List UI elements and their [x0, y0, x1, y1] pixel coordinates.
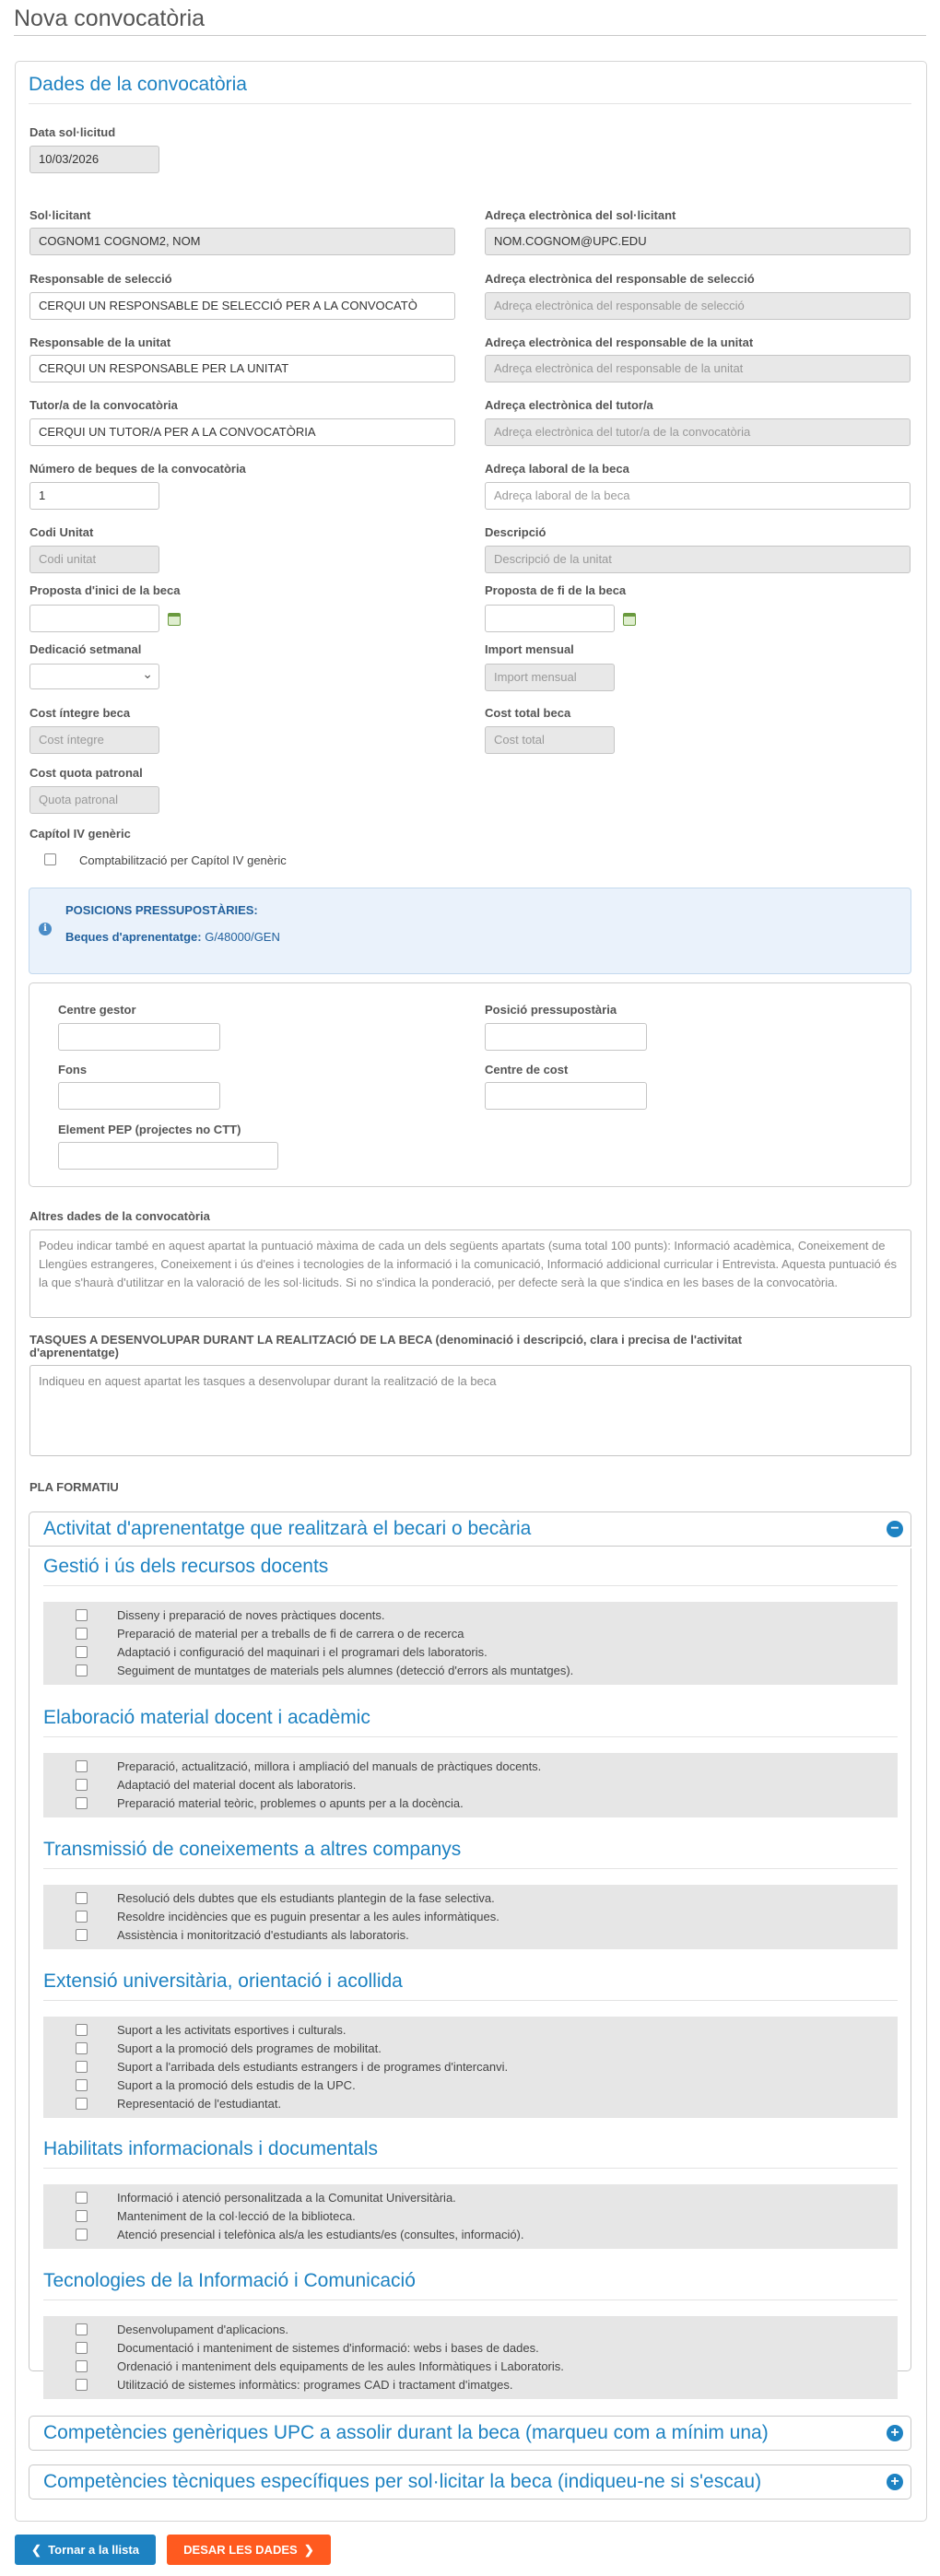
activity-checkbox[interactable] — [76, 2210, 88, 2222]
group-divider — [43, 1585, 898, 1586]
group-divider — [43, 2000, 898, 2001]
activity-checkbox[interactable] — [76, 2360, 88, 2372]
altres-textarea[interactable]: Podeu indicar també en aquest apartat la puntuació màxima de cada un dels següents apartats (suma total 100 punts): Informació acadèmica, Coneixement de Llengües estrangeres, Coneixement i ús d'eines i tecnologies de la informació i la comunicació, Informació addicional curricular i Entrevista. Aquesta puntuació és la que s'haurà d'utilitzar en la valoració de les sol·licituds. Si no s'indica la ponderació, per defecte serà la que s'indica en les bases de la convocatòria. — [29, 1229, 911, 1318]
capitol-checkbox-label: Comptabilització per Capítol IV genèric — [79, 853, 287, 867]
back-button-label: Tornar a la llista — [48, 2543, 139, 2557]
activity-checkbox[interactable] — [76, 2098, 88, 2110]
centre-gestor-label: Centre gestor — [58, 1003, 136, 1017]
posicions-info-box — [29, 888, 911, 974]
back-to-list-button[interactable] — [15, 2535, 156, 2565]
activity-item-label: Documentació i manteniment de sistemes d'informació: webs i bases de dades. — [117, 2341, 539, 2355]
activity-checkbox[interactable] — [76, 1779, 88, 1791]
tutor-input[interactable]: CERQUI UN TUTOR/A PER A LA CONVOCATÒRIA — [29, 418, 455, 446]
fons-label: Fons — [58, 1063, 88, 1076]
activity-item-label: Utilització de sistemes informàtics: programes CAD i tractament d'imatges. — [117, 2378, 513, 2392]
activity-checkbox[interactable] — [76, 1929, 88, 1941]
activity-item-label: Informació i atenció personalitzada a la Comunitat Universitària. — [117, 2191, 456, 2205]
accordion-tecniques-title: Competències tècniques específiques per sol·licitar la beca (indiqueu-ne si s'escau) — [43, 2471, 762, 2492]
activity-item-label: Preparació de material per a treballs de fi de carrera o de recerca — [117, 1627, 464, 1641]
activity-checkbox[interactable] — [76, 1797, 88, 1809]
activity-item-label: Resoldre incidències que es puguin presentar a les aules informàtiques. — [117, 1910, 499, 1923]
responsable-seleccio-input[interactable]: CERQUI UN RESPONSABLE DE SELECCIÓ PER A LA CONVOCATÒ — [29, 292, 455, 320]
activity-item-label: Assistència i monitorització d'estudiants als laboratoris. — [117, 1928, 409, 1942]
data-sollicitud-label: Data sol·licitud — [29, 125, 116, 139]
responsable-seleccio-label: Responsable de selecció — [29, 272, 172, 286]
codi-unitat-input[interactable]: Codi unitat — [29, 546, 159, 573]
info-icon: i — [39, 923, 52, 935]
email-tutor-input[interactable]: Adreça electrònica del tutor/a de la convocatòria — [485, 418, 911, 446]
activity-item-label: Disseny i preparació de noves pràctiques docents. — [117, 1608, 385, 1622]
page-title: Nova convocatòria — [14, 6, 206, 31]
activity-checkbox[interactable] — [76, 1646, 88, 1658]
tasques-label-line1: TASQUES A DESENVOLUPAR DURANT LA REALITZACIÓ DE LA BECA (denominació i descripció, clara i precisa de l'activitat — [29, 1333, 743, 1347]
inici-beca-input[interactable] — [29, 605, 159, 632]
beques-aprenentatge-label: Beques d'aprenentatge: — [65, 930, 202, 944]
fi-beca-input[interactable] — [485, 605, 615, 632]
activity-checkbox[interactable] — [76, 2379, 88, 2391]
fi-beca-label: Proposta de fi de la beca — [485, 583, 627, 597]
group-title: Elaboració material docent i acadèmic — [43, 1707, 370, 1728]
activity-checkbox[interactable] — [76, 2042, 88, 2054]
group-title: Tecnologies de la Informació i Comunicació — [43, 2270, 416, 2291]
pla-formatiu-label: PLA FORMATIU — [29, 1480, 119, 1494]
cost-integre-label: Cost íntegre beca — [29, 706, 131, 720]
pep-label: Element PEP (projectes no CTT) — [58, 1123, 241, 1136]
activity-checkbox[interactable] — [76, 2192, 88, 2204]
calendar-icon[interactable] — [168, 613, 181, 626]
email-responsable-seleccio-label: Adreça electrònica del responsable de selecció — [485, 272, 755, 286]
activity-item-label: Adaptació i configuració del maquinari i el programari dels laboratoris. — [117, 1645, 488, 1659]
activity-item-label: Suport a la promoció dels estudis de la UPC. — [117, 2078, 356, 2092]
centre-gestor-input[interactable] — [58, 1023, 220, 1051]
adreca-laboral-input[interactable]: Adreça laboral de la beca — [485, 482, 911, 510]
responsable-unitat-input[interactable]: CERQUI UN RESPONSABLE PER LA UNITAT — [29, 355, 455, 382]
save-button[interactable] — [167, 2535, 331, 2565]
calendar-icon[interactable] — [623, 613, 636, 626]
group-title: Gestió i ús dels recursos docents — [43, 1556, 329, 1577]
capitol-checkbox[interactable] — [44, 853, 56, 865]
tutor-label: Tutor/a de la convocatòria — [29, 398, 178, 412]
group-title: Habilitats informacionals i documentals — [43, 2138, 378, 2159]
section-divider — [29, 103, 911, 104]
email-tutor-label: Adreça electrònica del tutor/a — [485, 398, 653, 412]
activity-checkbox[interactable] — [76, 1911, 88, 1923]
section-title: Dades de la convocatòria — [29, 74, 247, 95]
activity-item-label: Ordenació i manteniment dels equipaments de les aules Informàtiques i Laboratoris. — [117, 2359, 564, 2373]
email-sollicitant-input[interactable]: NOM.COGNOM@UPC.EDU — [485, 228, 911, 255]
cost-quota-label: Cost quota patronal — [29, 766, 143, 780]
group-title: Extensió universitària, orientació i acollida — [43, 1970, 403, 1992]
posicions-heading: POSICIONS PRESSUPOSTÀRIES: — [65, 903, 258, 917]
altres-label: Altres dades de la convocatòria — [29, 1209, 210, 1223]
activity-item-label: Resolució dels dubtes que els estudiants plantegin de la fase selectiva. — [117, 1891, 495, 1905]
activity-item-label: Desenvolupament d'aplicacions. — [117, 2323, 289, 2336]
save-button-label: DESAR LES DADES — [183, 2543, 298, 2557]
chevron-left-icon: ❮ — [31, 2543, 41, 2557]
collapse-icon[interactable]: − — [887, 1521, 903, 1537]
group-divider — [43, 1868, 898, 1869]
title-divider — [14, 35, 926, 36]
activity-item-label: Representació de l'estudiantat. — [117, 2097, 282, 2111]
activity-item-label: Suport a l'arribada dels estudiants estrangers i de programes d'intercanvi. — [117, 2060, 509, 2074]
activity-checkbox[interactable] — [76, 2229, 88, 2241]
cost-quota-input[interactable]: Quota patronal — [29, 786, 159, 814]
activity-item-label: Manteniment de la col·lecció de la biblioteca. — [117, 2209, 356, 2223]
sollicitant-input[interactable]: COGNOM1 COGNOM2, NOM — [29, 228, 455, 255]
activity-checkbox[interactable] — [76, 1664, 88, 1676]
descripcio-label: Descripció — [485, 525, 546, 539]
activity-checkbox[interactable] — [76, 2323, 88, 2335]
accordion-competencies-generiques[interactable] — [29, 2416, 911, 2451]
dedicacio-label: Dedicació setmanal — [29, 642, 142, 656]
activity-item-label: Suport a la promoció dels programes de mobilitat. — [117, 2041, 382, 2055]
capitol-label: Capítol IV genèric — [29, 827, 131, 841]
email-sollicitant-label: Adreça electrònica del sol·licitant — [485, 208, 676, 222]
cost-total-input[interactable]: Cost total — [485, 726, 615, 754]
accordion-activitat-title: Activitat d'aprenentatge que realitzarà el becari o becària — [43, 1518, 532, 1539]
email-responsable-seleccio-input[interactable]: Adreça electrònica del responsable de selecció — [485, 292, 911, 320]
group-divider — [43, 2168, 898, 2169]
email-responsable-unitat-label: Adreça electrònica del responsable de la unitat — [485, 335, 754, 349]
activity-item-label: Preparació material teòric, problemes o apunts per a la docència. — [117, 1796, 464, 1810]
activity-item-label: Adaptació del material docent als laboratoris. — [117, 1778, 357, 1792]
centre-cost-label: Centre de cost — [485, 1063, 569, 1076]
beques-aprenentatge-value: G/48000/GEN — [205, 930, 280, 944]
pep-input[interactable] — [58, 1142, 278, 1170]
cost-integre-input[interactable]: Cost íntegre — [29, 726, 159, 754]
activity-checkbox[interactable] — [76, 2061, 88, 2073]
inici-beca-label: Proposta d'inici de la beca — [29, 583, 181, 597]
group-title: Transmissió de coneixements a altres companys — [43, 1839, 462, 1860]
activity-checkbox[interactable] — [76, 1609, 88, 1621]
import-mensual-input[interactable]: Import mensual — [485, 664, 615, 691]
activity-checkbox[interactable] — [76, 1760, 88, 1772]
responsable-unitat-label: Responsable de la unitat — [29, 335, 171, 349]
import-mensual-label: Import mensual — [485, 642, 574, 656]
posicio-input[interactable] — [485, 1023, 647, 1051]
activity-checkbox[interactable] — [76, 1628, 88, 1640]
activity-item-label: Preparació, actualització, millora i ampliació del manuals de pràctiques docents. — [117, 1759, 542, 1773]
tasques-textarea[interactable]: Indiqueu en aquest apartat les tasques a desenvolupar durant la realització de la beca — [29, 1365, 911, 1456]
data-sollicitud-input[interactable]: 10/03/2026 — [29, 146, 159, 173]
codi-unitat-label: Codi Unitat — [29, 525, 94, 539]
posicio-label: Posició pressupostària — [485, 1003, 617, 1017]
adreca-laboral-label: Adreça laboral de la beca — [485, 462, 629, 476]
accordion-activitat[interactable] — [29, 1511, 911, 1547]
expand-icon[interactable]: + — [887, 2425, 903, 2441]
activity-checkbox[interactable] — [76, 2079, 88, 2091]
activity-checkbox[interactable] — [76, 2342, 88, 2354]
sollicitant-label: Sol·licitant — [29, 208, 91, 222]
activity-item-label: Suport a les activitats esportives i culturals. — [117, 2023, 347, 2037]
chevron-right-icon: ❯ — [303, 2543, 314, 2557]
activity-item-label: Seguiment de muntatges de materials pels alumnes (detecció d'errors als muntatges). — [117, 1664, 574, 1677]
activity-item-label: Atenció presencial i telefònica als/a les estudiants/es (consultes, informació). — [117, 2228, 524, 2241]
dedicacio-select[interactable] — [29, 664, 159, 689]
email-responsable-unitat-input[interactable]: Adreça electrònica del responsable de la unitat — [485, 355, 911, 382]
activity-checkbox[interactable] — [76, 2024, 88, 2036]
fons-input[interactable] — [58, 1082, 220, 1110]
tasques-label-line2: d'aprenentatge) — [29, 1346, 119, 1359]
num-beques-input[interactable]: 1 — [29, 482, 159, 510]
centre-cost-input[interactable] — [485, 1082, 647, 1110]
cost-total-label: Cost total beca — [485, 706, 571, 720]
descripcio-input[interactable]: Descripció de la unitat — [485, 546, 911, 573]
beques-aprenentatge-line — [65, 930, 280, 944]
accordion-generiques-title: Competències genèriques UPC a assolir durant la beca (marqueu com a mínim una) — [43, 2422, 769, 2443]
num-beques-label: Número de beques de la convocatòria — [29, 462, 246, 476]
activity-checkbox[interactable] — [76, 1892, 88, 1904]
accordion-competencies-tecniques[interactable] — [29, 2464, 911, 2500]
expand-icon[interactable]: + — [887, 2474, 903, 2490]
group-divider — [43, 1736, 898, 1737]
